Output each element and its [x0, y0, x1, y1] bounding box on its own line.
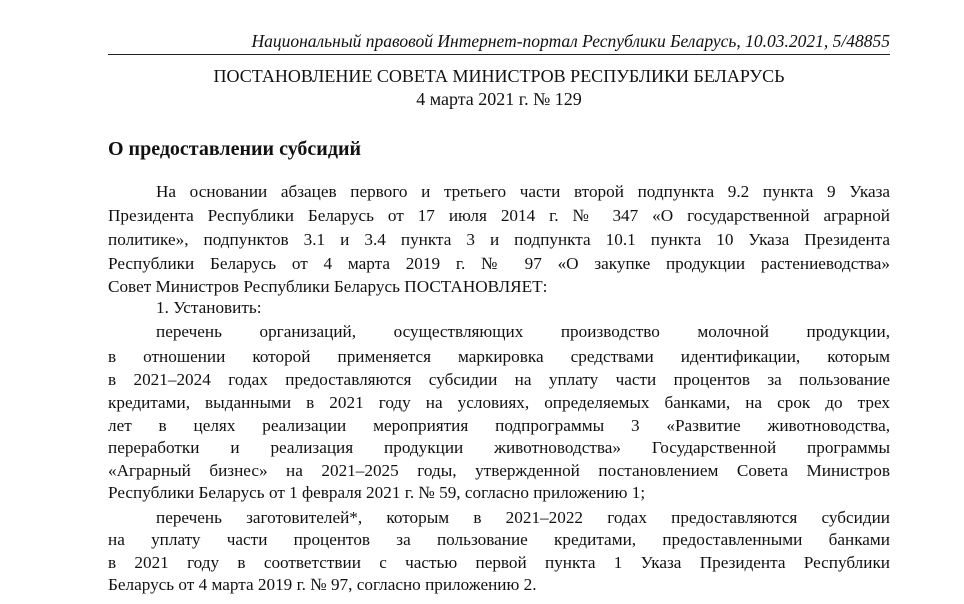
document-title: ПОСТАНОВЛЕНИЕ СОВЕТА МИНИСТРОВ РЕСПУБЛИКИ БЕЛАРУСЬ — [213, 66, 785, 86]
body-line-17: в 2021 году в соответствии с частью первой пункта 1 Указа Президента Республики — [108, 553, 890, 572]
publication-source-line: Национальный правовой Интернет-портал Республики Беларусь, 10.03.2021, 5/48855 — [251, 31, 890, 51]
body-line-1: На основании абзацев первого и третьего части второй подпункта 9.2 пункта 9 Указа — [156, 182, 890, 201]
body-line-13: «Аграрный бизнес» на 2021–2025 годы, утвержденной постановлением Совета Министров — [108, 461, 890, 480]
body-line-2: Президента Республики Беларусь от 17 июля 2014 г. № 347 «О государственной аграрной — [108, 206, 890, 225]
document-date-number: 4 марта 2021 г. № 129 — [416, 89, 582, 109]
body-line-5: Совет Министров Республики Беларусь ПОСТАНОВЛЯЕТ: — [108, 277, 548, 296]
body-line-16: на уплату части процентов за пользование кредитами, предоставленными банками — [108, 530, 890, 549]
body-line-8: в отношении которой применяется маркировка средствами идентификации, которым — [108, 347, 890, 366]
body-line-9: в 2021–2024 годах предоставляются субсидии на уплату части процентов за пользование — [108, 370, 890, 389]
body-line-7: перечень организаций, осуществляющих производство молочной продукции, — [156, 322, 890, 341]
body-line-12: переработки и реализация продукции животноводства» Государственной программы — [108, 438, 890, 457]
body-line-11: лет в целях реализации мероприятия подпрограммы 3 «Развитие животноводства, — [108, 416, 890, 435]
body-line-18: Беларусь от 4 марта 2019 г. № 97, согласно приложению 2. — [108, 575, 537, 594]
body-line-10: кредитами, выданными в 2021 году на условиях, определяемых банками, на срок до трех — [108, 393, 890, 412]
body-line-15: перечень заготовителей*, которым в 2021–2022 годах предоставляются субсидии — [156, 508, 890, 527]
document-heading: О предоставлении субсидий — [108, 138, 361, 160]
body-line-14: Республики Беларусь от 1 февраля 2021 г. № 59, согласно приложению 1; — [108, 483, 646, 502]
header-divider — [108, 54, 890, 55]
body-line-4: Республики Беларусь от 4 марта 2019 г. № 97 «О закупке продукции растениеводства» — [108, 254, 890, 273]
clause-1-heading: 1. Установить: — [156, 298, 262, 317]
body-line-3: политике», подпунктов 3.1 и 3.4 пункта 3 и подпункта 10.1 пункта 10 Указа Президента — [108, 230, 890, 249]
